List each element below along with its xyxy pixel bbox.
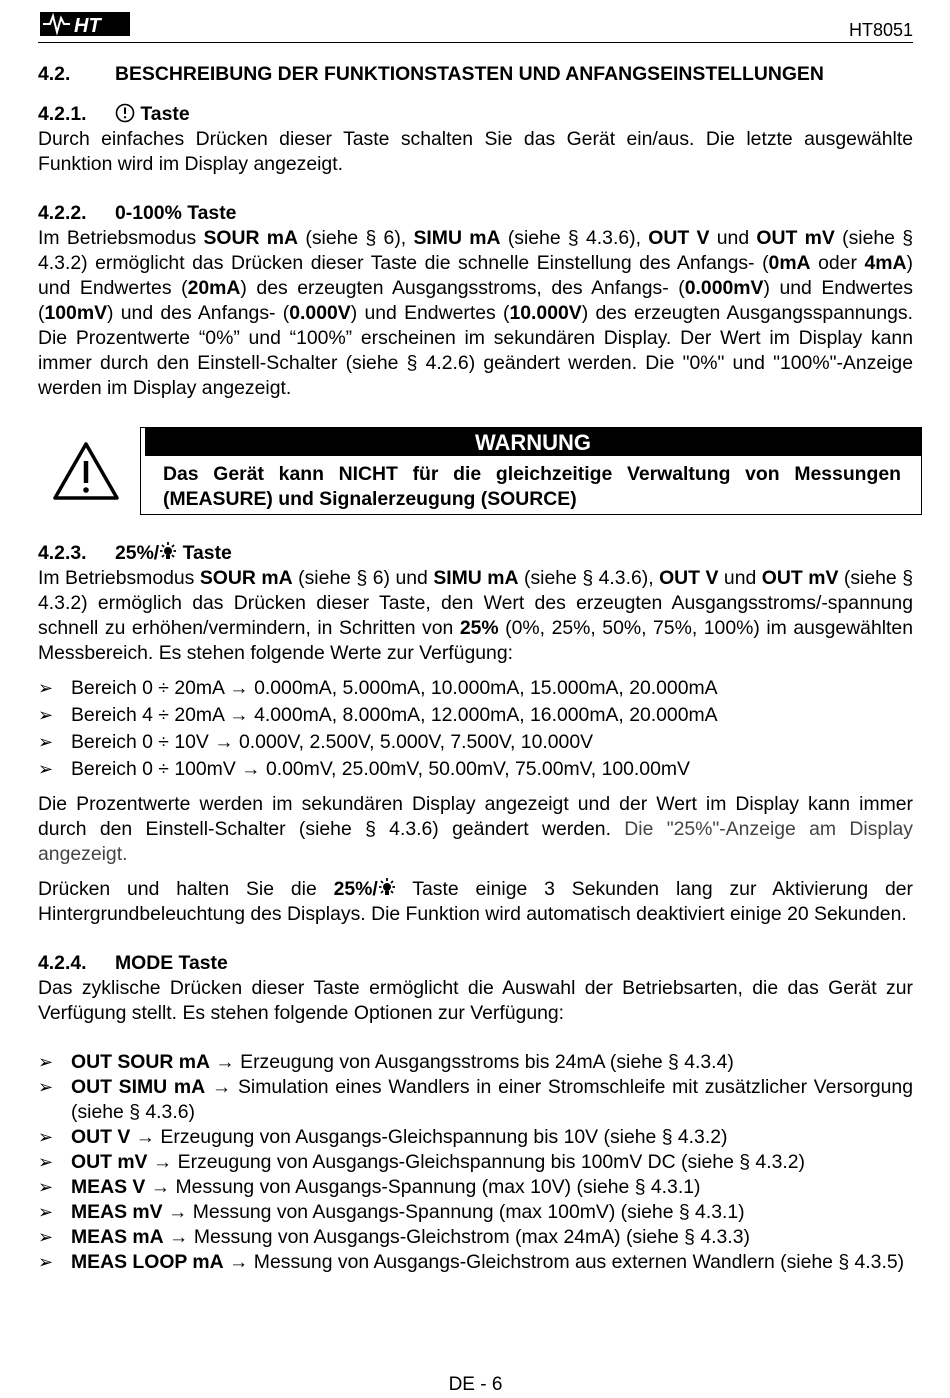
page-number: DE - 6 [448, 1374, 503, 1395]
heading-4-2-1: 4.2.1. Taste [38, 103, 190, 125]
warning-title: WARNUNG [141, 428, 921, 456]
heading-4-2-3: 4.2.3. 25%/ Taste [38, 542, 232, 564]
text-backlight: Drücken und halten Sie die 25%/ Taste einige 3 Sekunden lang zur Aktivierung der Hintergrundbeleuchtung des Displays. Die Funktion wird automatisch deaktiviert einige 20 Sekunden. [38, 878, 914, 925]
warning-text: Das Gerät kann NICHT für die gleichzeitige Verwaltung von Messungen (MEASURE) und Signalerzeugung (SOURCE) [163, 463, 901, 510]
heading-4-2-2: 4.2.2. 0-100% Taste [38, 202, 237, 224]
warning-block [38, 427, 913, 517]
list-item: ➢ MEAS mA → Messung von Ausgangs-Gleichstrom (max 24mA) (siehe § 4.3.3) [38, 1226, 750, 1248]
list-item: ➢ OUT mV → Erzeugung von Ausgangs-Gleichspannung bis 100mV DC (siehe § 4.3.2) [38, 1151, 806, 1173]
list-item: ➢ MEAS V → Messung von Ausgangs-Spannung (max 10V) (siehe § 4.3.1) [38, 1176, 701, 1198]
list-item: ➢ Bereich 0 ÷ 100mV → 0.00mV, 25.00mV, 50.00mV, 75.00mV, 100.00mV [38, 758, 690, 780]
ht-logo [40, 12, 130, 36]
page-header [38, 8, 913, 43]
list-item: ➢ Bereich 4 ÷ 20mA → 4.000mA, 8.000mA, 12.000mA, 16.000mA, 20.000mA [38, 704, 718, 726]
text-percent-values: Die Prozentwerte werden im sekundären Display angezeigt und der Wert im Display kann immer durch den Einstell-Schalter (siehe § 4.3.6) geändert werden. Die "25%"-Anzeige am Display angezeigt. [38, 793, 913, 865]
mode-list [38, 1050, 913, 1275]
warning-box [140, 427, 922, 515]
range-list [38, 676, 913, 782]
power-icon [115, 103, 135, 123]
logo-text: HT [74, 15, 101, 36]
content [38, 62, 913, 1275]
warning-triangle-icon [52, 441, 120, 501]
document-code: HT8051 [848, 20, 913, 40]
text-4-2-3: Im Betriebsmodus SOUR mA (siehe § 6) und SIMU mA (siehe § 4.3.6), OUT V und OUT mV (siehe § 4.3.2) ermöglich das Drücken dieser Taste, den Wert des erzeugten Ausgangsstroms/-spannung schnell zu erhöhen/vermindern, in Schritten von 25% (0%, 25%, 50%, 75%, 100%) im ausgewählten Messbereich. Es stehen folgende Werte zur Verfügung: [38, 567, 913, 664]
heading-4-2-4: 4.2.4. MODE Taste [38, 952, 228, 974]
backlight-icon [378, 878, 396, 898]
list-item: ➢ Bereich 0 ÷ 20mA → 0.000mA, 5.000mA, 10.000mA, 15.000mA, 20.000mA [38, 677, 718, 699]
text-4-2-4: Das zyklische Drücken dieser Taste ermöglicht die Auswahl der Betriebsarten, die das Gerät zur Verfügung stellt. Es stehen folgende Optionen zur Verfügung: [38, 977, 913, 1024]
section-heading: 4.2. BESCHREIBUNG DER FUNKTIONSTASTEN UND ANFANGSEINSTELLUNGEN [38, 63, 824, 85]
list-item: ➢ MEAS mV → Messung von Ausgangs-Spannung (max 100mV) (siehe § 4.3.1) [38, 1201, 745, 1223]
text-4-2-2: Im Betriebsmodus SOUR mA (siehe § 6), SIMU mA (siehe § 4.3.6), OUT V und OUT mV (siehe § 4.3.2) ermöglicht das Drücken dieser Taste die schnelle Einstellung des Anfangs- (0mA oder 4mA) und Endwertes (20mA) des erzeugten Ausgangsstroms, des Anfangs- (0.000mV) und Endwertes (100mV) und des Anfangs- (0.000V) und Endwertes (10.000V) des erzeugten Ausgangsspannungs. Die Prozentwerte “0%” und “100%” erscheinen im sekundären Display. Der Wert im Display kann immer durch den Einstell-Schalter (siehe § 4.2.6) geändert werden. Die "0%" und "100%"-Anzeige werden im Display angezeigt. [38, 227, 914, 399]
list-item: ➢ Bereich 0 ÷ 10V → 0.000V, 2.500V, 5.000V, 7.500V, 10.000V [38, 731, 594, 753]
list-item: ➢ MEAS LOOP mA → Messung von Ausgangs-Gleichstrom aus externen Wandlern (siehe § 4.3.5) [38, 1251, 905, 1273]
text-4-2-1: Durch einfaches Drücken dieser Taste schalten Sie das Gerät ein/aus. Die letzte ausgewählte Funktion wird im Display angezeigt. [38, 128, 913, 175]
list-item: ➢ OUT SIMU mA → Simulation eines Wandlers in einer Stromschleife mit zusätzlicher Versorgung (siehe § 4.3.6) [38, 1076, 913, 1123]
list-item: ➢ OUT V → Erzeugung von Ausgangs-Gleichspannung bis 10V (siehe § 4.3.2) [38, 1126, 728, 1148]
backlight-icon [159, 542, 177, 562]
list-item: ➢ OUT SOUR mA → Erzeugung von Ausgangsstroms bis 24mA (siehe § 4.3.4) [38, 1051, 734, 1073]
